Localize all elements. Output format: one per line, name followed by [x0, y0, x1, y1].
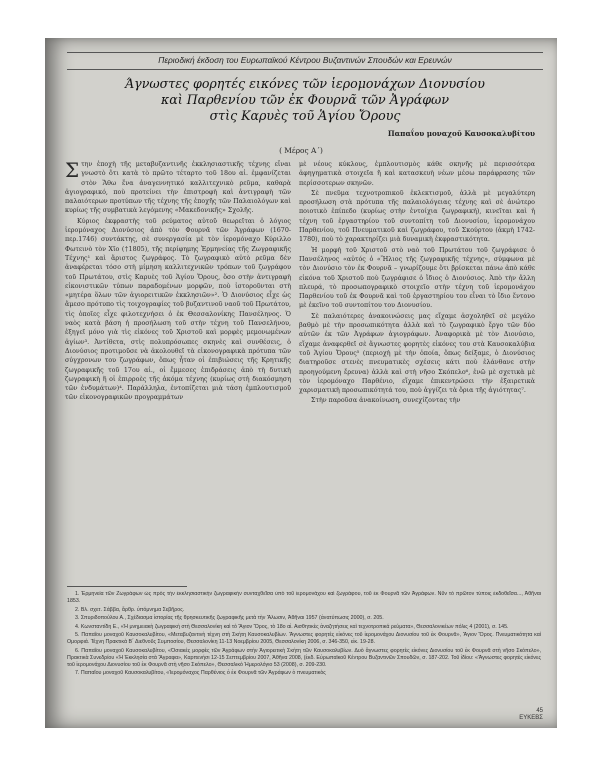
- footnote: 5. Παπαΐου μοναχοῦ Καυσοκαλυβίτου, «Μεταβυζαντινὴ τέχνη στὴ Σκήτη Καυσοκαλυβίων. Ἄγνωστες φορητὲς εἰκόνες τοῦ ἱερομονάχου Διονυσίου τοῦ ἐκ Φουρνᾶ», Ἅγιον Ὄρος. Πνευματικότητα καὶ Ομορφιά. Τέχνη Πρακτικὰ Β΄ Διεθνοῦς Συμποσίου, Θεσσαλονίκη 11-13 Νοεμβρίου 2005, Θεσσαλονίκη 2006, σ. 346-350, εἰκ. 19-28.: [67, 632, 541, 646]
- right-column: [299, 160, 535, 572]
- title-line-1: Άγνωστες φορητές εικόνες τῶν ἱερομονάχων Διονυσίου: [125, 76, 485, 91]
- running-header: Περιοδική έκδοση του Ευρωπαϊκού Κέντρου Βυζαντινών Σπουδών και Ερευνών: [67, 52, 543, 70]
- paragraph: μὲ νέους κύκλους, ἐμπλουτισμὸς κάθε σκηνῆς μὲ περισσότερα ἀφηγηματικὰ στοιχεῖα ἢ καὶ κατασκευὴ νέων μέσω παράφρασης τῶν περίσσοτερων σκηνῶν.: [299, 161, 535, 187]
- paragraph: [65, 160, 291, 216]
- footnotes: [67, 591, 541, 711]
- paragraph: Σὲ πνεῦμα τεχνοτροπικοῦ ἐκλεκτισμοῦ, ἀλλὰ μὲ μεγαλύτερη προσήλωση στὰ πρότυπα τῆς παλαιολόγειας τέχνης καὶ σὲ ἀνώτερο ποιοτικὸ ἐπίπεδο (κυρίως στὴν ἐντοίχια ζωγραφική), κινεῖται καὶ ἡ τέχνη τοῦ ἐργαστηρίου τοῦ συντοπίτη τοῦ Διονυσίου, ἱερομονάχου Παρθενίου, τοῦ Πνευματικοῦ καὶ ζωγράφου, τοῦ Σκούρτου (ἀκμὴ 1742-1780), ποὺ τὸ χαρακτηρίζει μιὰ δυναμικὴ ἐκφραστικότητα.: [299, 189, 535, 244]
- paragraph: Στὴν παροῦσα ἀνακοίνωση, συνεχίζοντας τὴν: [311, 397, 461, 405]
- part-label: ( Μέρος Α΄): [279, 146, 323, 155]
- footnote-divider: [67, 586, 187, 587]
- drop-cap: Σ: [65, 160, 80, 182]
- title-line-2: καὶ Παρθενίου τῶν ἐκ Φουρνᾶ τῶν Ἀγράφων: [161, 92, 449, 107]
- footnote: 6. Παπαΐου μοναχοῦ Καυσοκαλυβίτου, «Ὁσιακὲς μορφὲς τῶν Ἀγράφων στὴν Ἀγιορειτικὴ Σκήτη τῶν Καυσοκαλυβίων. Δυὸ ἄγνωστες φορητὲς εἰκόνες Διονυσίου τοῦ ἐκ Φουρνᾶ στὴ νῆσο Σκόπελο», Πρακτικὰ Συνεδρίου «Ἡ Ἐκκλησία στὰ Ἄγραφα», Καρπενήσι 12-15 Σεπτεμβρίου 2007, Ἀθῆνα 2008, (ἐκδ. Εὐρωπαϊκοῦ Κέντρου Βυζαντινῶν Σπουδῶν, σ. 187-202. Τοῦ ἰδίου: «Ἄγνωστες φορητὲς εἰκόνες τοῦ ἱερομονάχου Διονυσίου τοῦ ἐκ Φουρνᾶ στὴ νῆσο Σκόπελο», Θεσσαλικὸ Ἡμερολόγιο 53 (2008), σ. 209-230.: [67, 647, 541, 668]
- paragraph: Σὲ παλαιότερες ἀνακοινώσεις μας εἴχαμε ἀσχοληθεῖ σὲ μεγάλο βαθμὸ μὲ τὴν προσωπικότητα ἀλλὰ καὶ τὸ ζωγραφικὸ ἔργο τῶν δύο αὐτῶν ἐκ τῶν Ἀγράφων ἁγιογράφων. Ἀναφορικὰ μὲ τὸν Διονύσιο, εἴχαμε ἀναφερθεῖ σὲ ἄγνωστες φορητὲς εἰκόνες του στὰ Καυσοκαλύβια τοῦ Ἁγίου Ὄρους⁵ (περιοχὴ μὲ τὴν ὁποία, ὅπως δείξαμε, ὁ Διονύσιος διατηροῦσε στενὲς πνευματικὲς σχέσεις κάτι ποὺ ἐλάνθανε στὴν προηγούμενη ἔρευνα) ἀλλὰ καὶ στὴ νῆσο Σκόπελο⁶, ἐνῶ μὲ σχετικὰ μὲ τὸν ἱερομόναχο Παρθένιο, εἴχαμε ἐπικεντρώσει τὴν ἐξαιρετικὰ χαρισματικὴ προσωπικότητά του, ποὺ ἀγγίζει τὰ ὅρια τῆς ἁγιότητας⁷.: [299, 312, 535, 395]
- scanned-page: [45, 38, 557, 728]
- footnote: 4. Κωνσταντίδη Ε., «Ἡ μνημειακὴ ζωγραφικὴ στὴ Θεσσαλονίκη καὶ τὸ Ἅγιον Ὄρος, τὸ 18ο αἰ. Αισθητικὲς ἀναζητήσεις καὶ τεχνοτροπικά ρεύματα», Θεσσαλονικέων πόλις 4 (2001), σ. 145.: [75, 623, 509, 630]
- footnote: 7. Παπαΐου μοναχοῦ Καυσοκαλυβίτου, «Ἱερομόναχος Παρθένιος ὁ ἐκ Φουρνᾶ τῶν Ἀγράφων ὁ πνευματικὸς: [75, 670, 326, 677]
- title-line-3: στὶς Καρυὲς τοῦ Ἁγίου Ὄρους: [209, 108, 401, 123]
- footnote: 2. Βλ. σχετ. Σάββα, ἄρθρ. ὑπόμνημα Σεβῆρος.: [75, 606, 185, 613]
- author-name: Παπαΐου μοναχοῦ Καυσοκαλυβίτου: [387, 129, 535, 138]
- page-label: ΕΥΚΕΒΣ: [519, 715, 543, 721]
- paragraph: Ἡ μορφὴ τοῦ Χριστοῦ στὸ ναὸ τοῦ Πρωτάτου τοῦ ζωγράφισε ὁ Πανσέληνος «αὐτός ὁ «Ἥλιος τῆς ζωγραφικῆς τέχνης», σύμφωνα μὲ τὸν Διονύσιο τὸν ἐκ Φουρνᾶ – γνωρίζουμε ὅτι βρίσκεται πάνω ἀπὸ κάθε εἰκόνα τοῦ Χριστοῦ ποὺ ζωγράφισε ὁ ἴδιος ὁ Διονύσιος. Ἀπὸ τὴν ἄλλη πλευρά, τὸ προσωπογραφικὸ στοιχεῖο στὴν τέχνη τοῦ ἱερομονάχου Παρθενίου τοῦ ἐκ Φουρνᾶ καὶ τοῦ ἐργαστηρίου του εἶναι τὸ ἴδιο ἔντονο μὲ ἐκεῖνο τοῦ συντοπίτου του Διονυσίου.: [299, 246, 535, 310]
- footnote: 3. Σπυριδοπούλου Α., Σχέδιασμα ἱστορίας τῆς θρησκευτικῆς ζωγραφικῆς μετὰ τὴν Ἅλωσιν, Ἀθῆναι 1957 (ἀνατύπωσις 2000), σ. 205.: [75, 615, 384, 622]
- footnote: 1. Ἑρμηνεία τῶν Ζωγράφων ὡς πρὸς τὴν ἐκκλησιαστικὴν ζωγραφικὴν συνταχθεῖσα ὑπὸ τοῦ ἱερομονάχου καὶ ζωγράφου, τοῦ ἐκ Φουρνᾶ τῶν Ἀγράφων. Νῦν τὸ πρῶτον τύποις ἐκδοθεῖσα..., Ἀθῆναι 1853.: [67, 591, 541, 605]
- page-number: 45: [536, 708, 543, 714]
- paragraph: Κύριος ἐκφραστὴς τοῦ ρεύματος αὐτοῦ θεωρεῖται ὁ λόγιος ἱερομόναχος Διονύσιος ἀπὸ τὸν Φουρνᾶ τῶν Ἀγράφων (1670-περ.1746) συντάκτης, σὲ συνεργασία μὲ τὸν ἱερομόναχο Κύριλλο Φωτεινὸ τὸν Χῖο (†1805), τῆς περίφημης Ἑρμηνείας τῆς Ζωγραφικῆς Τέχνης¹ καὶ ἄριστος ζωγράφος. Τὸ ζωγραφικὸ αὐτὸ ρεῦμα δὲν ἀναφέρεται τόσο στὴ μίμηση καλλιτεχνικῶν τρόπων τοῦ ζωγράφου τοῦ Πρωτάτου, στὶς Καρυὲς τοῦ Ἁγίου Ὄρους, ὅσο στὴν ἀντιγραφὴ εἰκονιστικῶν τύπων παραδομένων μορφῶν, ποὺ ἱστοροῦνται στὴ «μητέρα ὅλων τῶν ἁγιορειτικῶν ἐκκλησιῶν»². Ὁ Διονύσιος εἶχε ὡς ἄμεσο πρότυπο τὶς τοιχογραφίες τοῦ βυζαντινοῦ ναοῦ τοῦ Πρωτάτου, τὶς ὁποῖες εἶχε φιλοτεχνήσει ὁ ἐκ Θεσσαλονίκης Πανσέληνος. Ὁ ναὸς κατὰ βάση ἡ προσήλωση τοῦ στὴν τέχνη τοῦ Πανσελήνου, ἐξηγεῖ μόνο γιὰ τὶς εἰκόνες τοῦ Χριστοῦ καὶ μορφὲς μεμονωμένων ἁγίων³. Ἀντίθετα, στὶς πολυπρόσωπες σκηνὲς καὶ συνθέσεις, ὁ Διονύσιος προτιμοῦσε νὰ ἀκολουθεῖ τὰ εἰκονογραφικὰ πρότυπα τῶν σύγχρονων του ζωγράφων, ὅπως ἦταν οἱ ἐπιβιώσεις τῆς Κρητικῆς ζωγραφικῆς τοῦ 17ου αἰ., οἱ ἔμμεσες ἐπιδράσεις ἀπὸ τὴ δυτικὴ ζωγραφικὴ ἢ οἱ ἐπιρροὲς τῆς ἀκόμα τέχνης (κυρίως στὴ διακόσμηση τῶν ἐνδυμάτων)⁴. Παράλληλα, ἐντοπίζεται μιὰ τάση ἐμπλουτισμοῦ τῶν εἰκονογραφικῶν προγραμμάτων: [65, 217, 291, 402]
- paragraph-text: την ἐποχὴ τῆς μεταβυζαντινῆς ἐκκλησιαστικῆς τέχνης εἶναι γνωστὸ ὅτι κατὰ τὸ πρῶτο τέταρτο τοῦ 18ου αἰ. ἐμφανίζεται στὸν Ἄθω ἕνα ἀναγεννητικό καλλιτεχνικὸ ρεῦμα, καθαρὰ ἁγιογραφικό, ποὺ προτείνει τὴν ἐπιστροφὴ καὶ ἀντιγραφὴ τῶν παλαιότερων προτύπων τῆς τέχνης τῆς ἐποχῆς τῶν Παλαιολόγων καὶ κυρίως τῆς συμβατικὰ λεγόμενης «Μακεδονικῆς» Σχολῆς.: [65, 161, 291, 215]
- left-column: [65, 160, 291, 584]
- article-title: [65, 76, 545, 124]
- page-number-block: [519, 708, 543, 722]
